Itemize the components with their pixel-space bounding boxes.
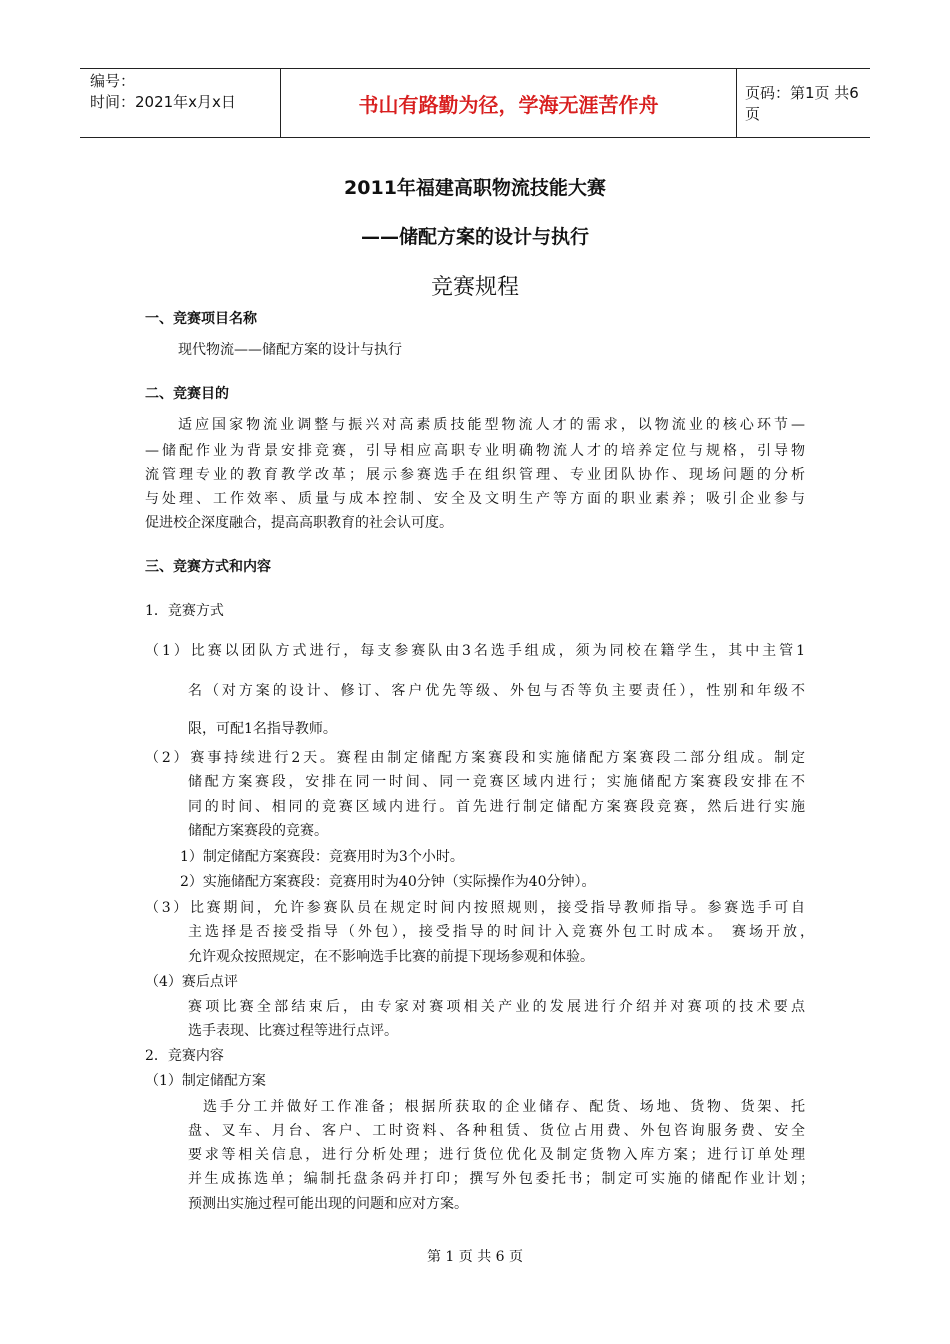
paragraph-line: 促进校企深度融合，提高高职教育的社会认可度。 xyxy=(145,515,453,531)
paragraph-line: 主选择是否接受指导（外包），接受指导的时间计入竞赛外包工时成本。 赛场开放， xyxy=(188,924,814,940)
paragraph-line: 要求等相关信息，进行分析处理；进行货位优化及制定货物入库方案；进行订单处理 xyxy=(188,1147,805,1163)
section-heading: 三、竞赛方式和内容 xyxy=(145,559,271,575)
paragraph-line: 并生成拣选单；编制托盘条码并打印；撰写外包委托书；制定可实施的储配作业计划； xyxy=(188,1171,814,1187)
paragraph-line: 预测出实施过程可能出现的问题和应对方案。 xyxy=(188,1196,468,1212)
section-heading: 一、竞赛项目名称 xyxy=(145,311,257,327)
paragraph-line: 流管理专业的教育教学改革；展示参赛选手在组织管理、专业团队协作、现场问题的分析 xyxy=(145,467,805,483)
page-footer: 第 1 页 共 6 页 xyxy=(426,1249,524,1265)
paragraph-line: 盘、叉车、月台、客户、工时资料、各种租赁、货位占用费、外包咨询服务费、安全 xyxy=(188,1123,805,1139)
paragraph-line: 限，可配1名指导教师。 xyxy=(188,721,337,737)
header-left-cell xyxy=(80,69,280,139)
time-label: 时间：2021年x月x日 xyxy=(90,93,236,111)
section-heading: 二、竞赛目的 xyxy=(145,386,229,402)
doc-title: 2011年福建高职物流技能大赛 xyxy=(344,177,606,199)
paragraph-line: 选手表现、比赛过程等进行点评。 xyxy=(188,1023,398,1039)
subsection-heading: 1．竞赛方式 xyxy=(145,603,224,619)
paragraph-line: 2）实施储配方案赛段：竞赛用时为40分钟（实际操作为40分钟）。 xyxy=(180,874,596,890)
paragraph-line: 与处理、工作效率、质量与成本控制、安全及文明生产等方面的职业素养；吸引企业参与 xyxy=(145,491,805,507)
number-label: 编号： xyxy=(90,72,136,90)
paragraph-line: 赛项比赛全部结束后，由专家对赛项相关产业的发展进行介绍并对赛项的技术要点 xyxy=(188,999,805,1015)
paragraph-line: 适应国家物流业调整与振兴对高素质技能型物流人才的需求，以物流业的核心环节— xyxy=(178,417,805,433)
motto: 书山有路勤为径，学海无涯苦作舟 xyxy=(280,69,737,137)
paragraph-line: 同的时间、相同的竞赛区域内进行。首先进行制定储配方案赛段竞赛，然后进行实施 xyxy=(188,799,805,815)
rules-title: 竞赛规程 xyxy=(430,275,519,300)
paragraph-line: （1）制定储配方案 xyxy=(145,1073,266,1089)
doc-subtitle: ——储配方案的设计与执行 xyxy=(360,226,589,248)
paragraph-line: （2）赛事持续进行2天。赛程由制定储配方案赛段和实施储配方案赛段二部分组成。制定 xyxy=(145,750,805,766)
paragraph-line: —储配作业为背景安排竞赛，引导相应高职专业明确物流人才的培养定位与规格，引导物 xyxy=(145,443,805,459)
paragraph-line: （1）比赛以团队方式进行，每支参赛队由3名选手组成，须为同校在籍学生，其中主管1 xyxy=(145,643,805,659)
paragraph-line: 名（对方案的设计、修订、客户优先等级、外包与否等负主要责任），性别和年级不 xyxy=(188,683,805,699)
paragraph-line: 选手分工并做好工作准备；根据所获取的企业储存、配货、场地、货物、货架、托 xyxy=(203,1099,805,1115)
paragraph-line: 允许观众按照规定，在不影响选手比赛的前提下现场参观和体验。 xyxy=(188,949,594,965)
paragraph-line: 1）制定储配方案赛段：竞赛用时为3个小时。 xyxy=(180,849,464,865)
header-table xyxy=(80,68,870,138)
paragraph-line: 储配方案赛段，安排在同一时间、同一竞赛区域内进行；实施储配方案赛段安排在不 xyxy=(188,774,805,790)
paragraph-line: （3）比赛期间，允许参赛队员在规定时间内按照规则，接受指导教师指导。参赛选手可自 xyxy=(145,900,805,916)
paragraph-line: （4）赛后点评 xyxy=(145,974,238,990)
paragraph: 现代物流——储配方案的设计与执行 xyxy=(178,342,402,358)
paragraph-line: 储配方案赛段的竞赛。 xyxy=(188,823,328,839)
subsection-heading: 2．竞赛内容 xyxy=(145,1048,224,1064)
page-info: 页码：第1页 共6页 xyxy=(745,84,859,123)
